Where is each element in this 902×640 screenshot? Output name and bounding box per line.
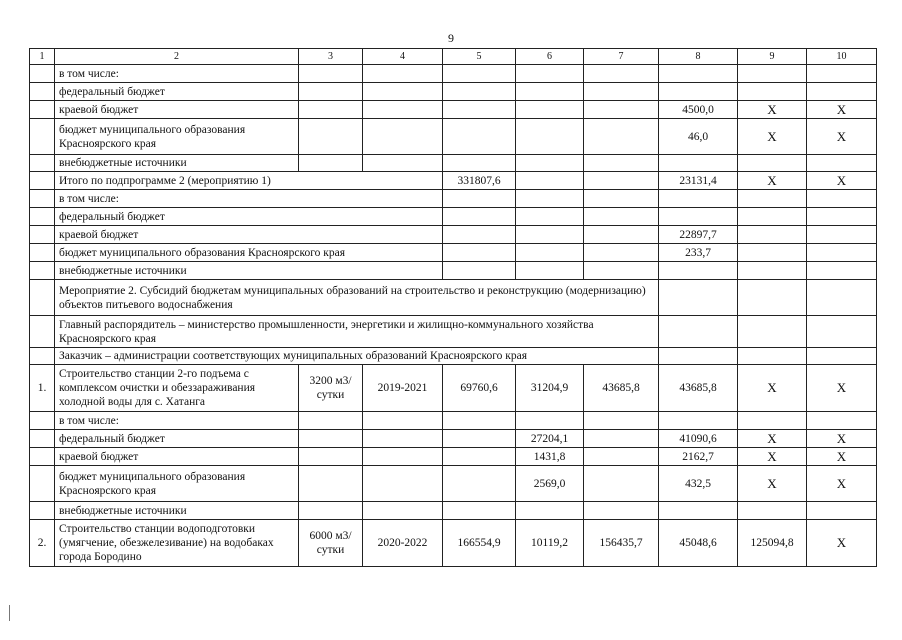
row-label: внебюджетные источники bbox=[55, 262, 443, 280]
cell-value: 6000 м3/сутки bbox=[299, 520, 363, 567]
table-row bbox=[30, 412, 877, 430]
header-row bbox=[30, 49, 877, 65]
column-header: 8 bbox=[659, 49, 738, 65]
cell-value: Х bbox=[807, 430, 877, 448]
row-label: бюджет муниципального образования Красноярского края bbox=[55, 466, 299, 502]
table-row bbox=[30, 466, 877, 502]
table-row bbox=[30, 348, 877, 365]
column-header: 7 bbox=[584, 49, 659, 65]
table-row bbox=[30, 430, 877, 448]
column-header: 3 bbox=[299, 49, 363, 65]
cell-value: Х bbox=[807, 448, 877, 466]
cell-value: Х bbox=[807, 365, 877, 412]
cell-value: 2162,7 bbox=[659, 448, 738, 466]
column-header: 1 bbox=[30, 49, 55, 65]
scan-margin-mark bbox=[9, 605, 10, 621]
cell-value: 125094,8 bbox=[738, 520, 807, 567]
cell-value: Х bbox=[738, 448, 807, 466]
table-row bbox=[30, 502, 877, 520]
row-label: в том числе: bbox=[55, 65, 299, 83]
cell-value: 23131,4 bbox=[659, 172, 738, 190]
cell-value: Х bbox=[738, 365, 807, 412]
row-label: внебюджетные источники bbox=[55, 502, 299, 520]
cell-value: 331807,6 bbox=[443, 172, 516, 190]
row-label: краевой бюджет bbox=[55, 101, 299, 119]
cell-value: 45048,6 bbox=[659, 520, 738, 567]
row-label: Строительство станции 2-го подъема с комплексом очистки и обеззараживания холодной воды для с. Хатанга bbox=[55, 365, 299, 412]
table-row bbox=[30, 262, 877, 280]
section-heading: Главный распорядитель – министерство промышленности, энергетики и жилищно-коммунального хозяйства Красноярского края bbox=[55, 316, 659, 348]
table-row bbox=[30, 520, 877, 567]
cell-value: 3200 м3/сутки bbox=[299, 365, 363, 412]
cell-value: Х bbox=[807, 466, 877, 502]
table-row bbox=[30, 190, 877, 208]
column-header: 5 bbox=[443, 49, 516, 65]
cell-value: Х bbox=[738, 101, 807, 119]
cell-value: 156435,7 bbox=[584, 520, 659, 567]
cell-value: 22897,7 bbox=[659, 226, 738, 244]
table-row bbox=[30, 316, 877, 348]
cell-value: Х bbox=[807, 119, 877, 155]
cell-value: 432,5 bbox=[659, 466, 738, 502]
cell-value: 41090,6 bbox=[659, 430, 738, 448]
cell-value: 27204,1 bbox=[516, 430, 584, 448]
row-label: краевой бюджет bbox=[55, 448, 299, 466]
column-header: 4 bbox=[363, 49, 443, 65]
row-label: внебюджетные источники bbox=[55, 155, 299, 172]
section-heading: Мероприятие 2. Субсидий бюджетам муниципальных образований на строительство и реконструкцию (модернизацию) объектов питьевого водоснабжения bbox=[55, 280, 659, 316]
cell-value: 43685,8 bbox=[659, 365, 738, 412]
table-row bbox=[30, 226, 877, 244]
table-row bbox=[30, 155, 877, 172]
row-label: бюджет муниципального образования Красноярского края bbox=[55, 244, 443, 262]
cell-value: 10119,2 bbox=[516, 520, 584, 567]
section-heading: Заказчик – администрации соответствующих муниципальных образований Красноярского края bbox=[55, 348, 659, 365]
row-label: краевой бюджет bbox=[55, 226, 443, 244]
cell-value: 166554,9 bbox=[443, 520, 516, 567]
table-row bbox=[30, 448, 877, 466]
cell-value: 43685,8 bbox=[584, 365, 659, 412]
row-label: федеральный бюджет bbox=[55, 83, 299, 101]
table-row bbox=[30, 208, 877, 226]
row-label: в том числе: bbox=[55, 412, 299, 430]
row-label: Строительство станции водоподготовки (умягчение, обезжелезивание) на водобаках города Бородино bbox=[55, 520, 299, 567]
cell-value: 2020-2022 bbox=[363, 520, 443, 567]
table-row bbox=[30, 119, 877, 155]
cell-value: 46,0 bbox=[659, 119, 738, 155]
cell-value: Х bbox=[738, 430, 807, 448]
cell-value: Х bbox=[738, 119, 807, 155]
table-row bbox=[30, 83, 877, 101]
cell-value: 69760,6 bbox=[443, 365, 516, 412]
table-row bbox=[30, 101, 877, 119]
cell-value: 2019-2021 bbox=[363, 365, 443, 412]
page-number: 9 bbox=[448, 31, 454, 45]
row-label: в том числе: bbox=[55, 190, 443, 208]
column-header: 2 bbox=[55, 49, 299, 65]
column-header: 10 bbox=[807, 49, 877, 65]
row-number: 1. bbox=[30, 365, 55, 412]
row-number: 2. bbox=[30, 520, 55, 567]
cell-value: 2569,0 bbox=[516, 466, 584, 502]
cell-value: 1431,8 bbox=[516, 448, 584, 466]
cell-value: Х bbox=[807, 520, 877, 567]
row-label: Итого по подпрограмме 2 (мероприятию 1) bbox=[55, 172, 443, 190]
table-row bbox=[30, 65, 877, 83]
table-row bbox=[30, 280, 877, 316]
table-row bbox=[30, 172, 877, 190]
cell-value: Х bbox=[807, 101, 877, 119]
row-label: федеральный бюджет bbox=[55, 430, 299, 448]
column-header: 6 bbox=[516, 49, 584, 65]
cell-value: Х bbox=[807, 172, 877, 190]
row-label: бюджет муниципального образования Красноярского края bbox=[55, 119, 299, 155]
cell-value: 4500,0 bbox=[659, 101, 738, 119]
table-row bbox=[30, 365, 877, 412]
budget-table bbox=[29, 48, 877, 567]
cell-value: 233,7 bbox=[659, 244, 738, 262]
column-header: 9 bbox=[738, 49, 807, 65]
table-row bbox=[30, 244, 877, 262]
cell-value: Х bbox=[738, 172, 807, 190]
cell-value: Х bbox=[738, 466, 807, 502]
cell-value: 31204,9 bbox=[516, 365, 584, 412]
row-label: федеральный бюджет bbox=[55, 208, 443, 226]
